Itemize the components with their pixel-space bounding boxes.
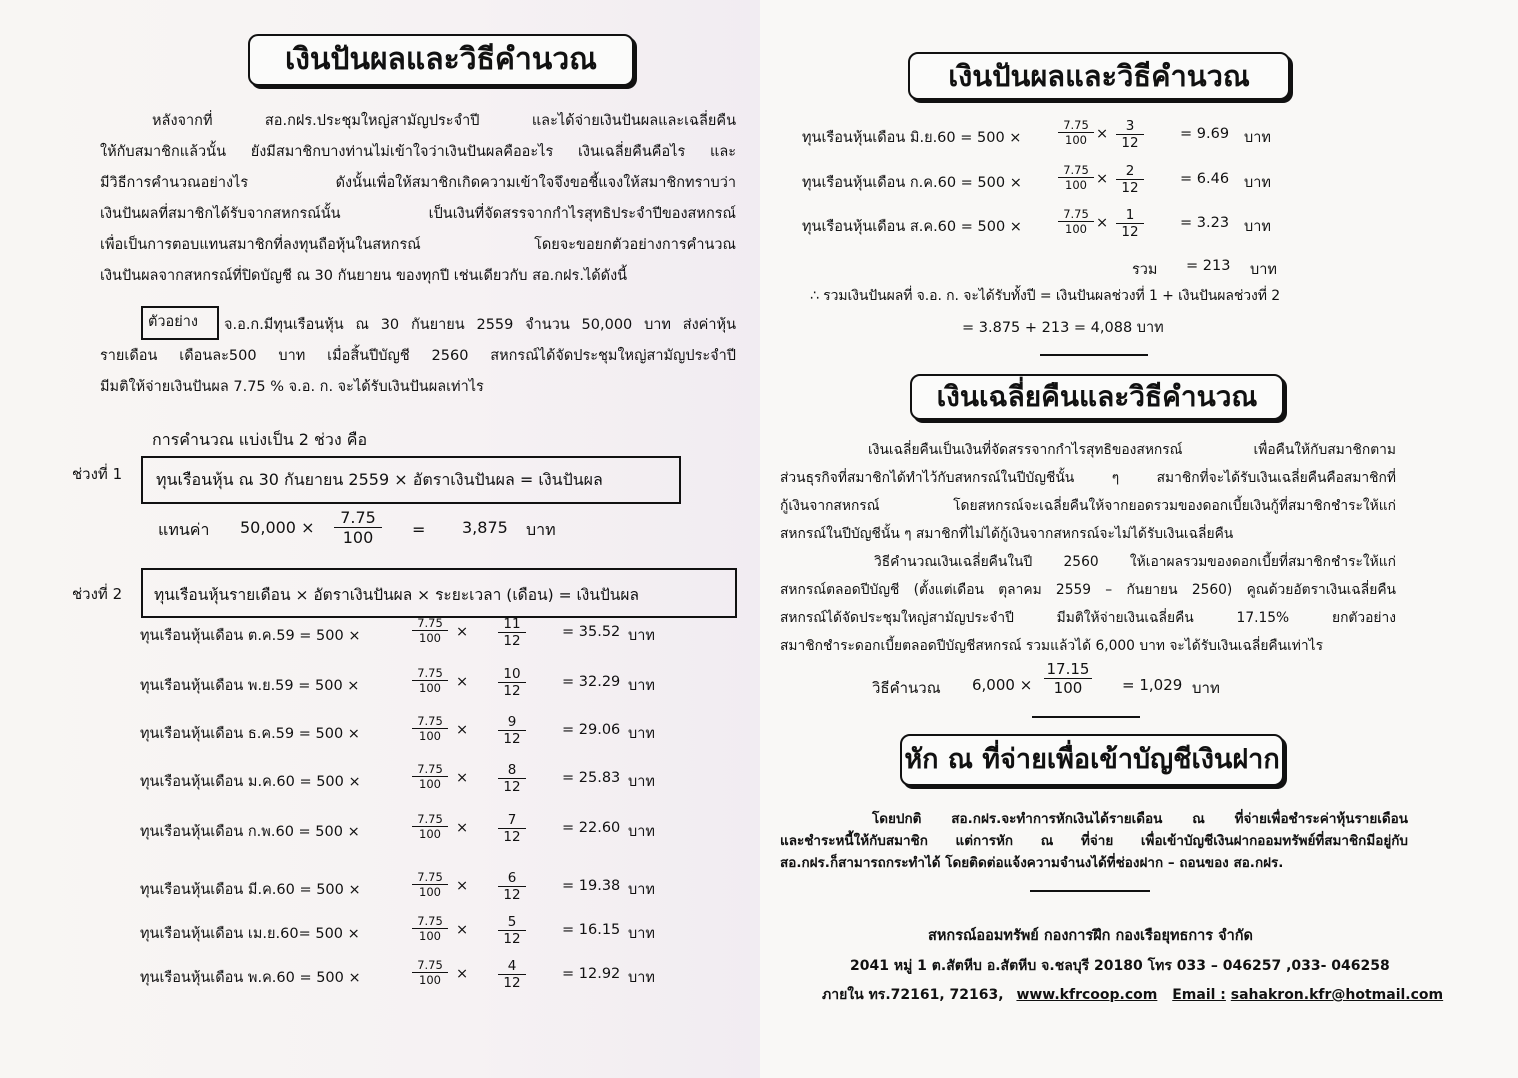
rate-fraction-num: 7.75 <box>1058 163 1094 178</box>
email-link[interactable]: sahakron.kfr@hotmail.com <box>1230 987 1444 1003</box>
period1-unit: บาท <box>526 520 556 539</box>
row-label: ทุนเรือนหุ้นเดือน ม.ค.60 = 500 × <box>140 774 361 790</box>
month-fraction-den: 12 <box>503 633 521 649</box>
times-sign: × <box>1096 215 1109 231</box>
rate-fraction <box>1058 163 1094 192</box>
divider <box>1040 354 1148 356</box>
rebate-result: = 1,029 <box>1122 676 1183 694</box>
rate-fraction-num: 7.75 <box>412 714 448 729</box>
rate-fraction-num: 7.75 <box>412 812 448 827</box>
example-label: ตัวอย่าง <box>148 314 198 330</box>
rebate-line: วิธีคำนวณเงินเฉลี่ยคืนในปี 2560 ให้เอาผลรวมของดอกเบี้ยที่สมาชิกชำระให้แก่ <box>874 554 1396 570</box>
times-sign: × <box>456 922 469 938</box>
month-fraction <box>1116 118 1144 151</box>
row-label: ทุนเรือนหุ้นเดือน ก.พ.60 = 500 × <box>140 824 360 840</box>
rate-fraction-num: 7.75 <box>1058 207 1094 222</box>
row-unit: บาท <box>1244 219 1271 235</box>
month-fraction <box>498 714 526 747</box>
rate-fraction <box>412 714 448 743</box>
sum-label: รวม <box>1132 262 1158 278</box>
deduct-title <box>900 734 1284 786</box>
row-label: ทุนเรือนหุ้นเดือน เม.ย.60= 500 × <box>140 926 360 942</box>
row-result: = 19.38 <box>562 878 621 894</box>
month-fraction-num: 1 <box>1116 207 1144 224</box>
rebate-frac-num: 17.15 <box>1044 660 1092 679</box>
month-fraction-num: 4 <box>498 958 526 975</box>
deduct-title-text: หัก ณ ที่จ่ายเพื่อเข้าบัญชีเงินฝาก <box>904 744 1280 775</box>
month-fraction <box>498 616 526 649</box>
calc-intro: การคำนวณ แบ่งเป็น 2 ช่วง คือ <box>152 430 368 449</box>
month-fraction-den: 12 <box>503 975 521 991</box>
row-label: ทุนเรือนหุ้นเดือน พ.ค.60 = 500 × <box>140 970 361 986</box>
rate-fraction-den: 100 <box>419 777 441 791</box>
rebate-line: สหกรณ์ตลอดปีบัญชี (ตั้งแต่เดือน ตุลาคม 2559 – กันยายน 2560) คูณด้วยอัตราเงินเฉลี่ยคืน <box>780 582 1396 598</box>
period1-sub-label: แทนค่า <box>158 520 210 539</box>
period2-formula: ทุนเรือนหุ้นรายเดือน × อัตราเงินปันผล × ระยะเวลา (เดือน) = เงินปันผล <box>154 586 639 604</box>
rebate-line: ส่วนธุรกิจที่สมาชิกได้ทำไว้กับสหกรณ์ในปีบัญชีนั้น ๆ สมาชิกที่จะได้รับเงินเฉลี่ยคืนคือสมาชิกที่ <box>780 470 1396 486</box>
rate-fraction <box>412 958 448 987</box>
org-name: สหกรณ์ออมทรัพย์ กองการฝึก กองเรือยุทธการ จำกัด <box>928 928 1253 944</box>
rate-fraction <box>412 666 448 695</box>
month-fraction-den: 12 <box>1121 224 1139 240</box>
row-result: = 22.60 <box>562 820 621 836</box>
month-fraction-num: 5 <box>498 914 526 931</box>
month-fraction-den: 12 <box>503 829 521 845</box>
rate-fraction <box>1058 207 1094 236</box>
rate-fraction-den: 100 <box>419 885 441 899</box>
month-fraction-num: 6 <box>498 870 526 887</box>
rate-fraction-den: 100 <box>419 827 441 841</box>
intro-line: เงินปันผลที่สมาชิกได้รับจากสหกรณ์นั้น เป็นเงินที่จัดสรรจากกำไรสุทธิประจำปีของสหกรณ์ <box>100 206 736 222</box>
rebate-line: สมาชิกชำระดอกเบี้ยตลอดปีบัญชีสหกรณ์ รวมแล้วได้ 6,000 บาท จะได้รับเงินเฉลี่ยคืนเท่าไร <box>780 638 1323 654</box>
rate-fraction-den: 100 <box>419 729 441 743</box>
deduct-line: และชำระหนี้ให้กับสมาชิก แต่การหัก ณ ที่จ่าย เพื่อเข้าบัญชีเงินฝากออมทรัพย์ที่สมาชิกมีอยู่กับ <box>780 833 1408 849</box>
rate-fraction-den: 100 <box>419 929 441 943</box>
rate-fraction-den: 100 <box>1065 222 1087 236</box>
times-sign: × <box>456 966 469 982</box>
month-fraction <box>498 812 526 845</box>
month-fraction-num: 3 <box>1116 118 1144 135</box>
month-fraction <box>1116 163 1144 196</box>
row-result: = 9.69 <box>1180 126 1230 142</box>
rebate-title-text: เงินเฉลี่ยคืนและวิธีคำนวณ <box>936 380 1258 413</box>
period1-frac-num: 7.75 <box>334 508 382 528</box>
times-sign: × <box>456 674 469 690</box>
sum-value: = 213 <box>1186 258 1231 274</box>
row-result: = 25.83 <box>562 770 621 786</box>
dividend-title-right <box>908 52 1290 100</box>
month-fraction-num: 7 <box>498 812 526 829</box>
month-fraction-den: 12 <box>1121 180 1139 196</box>
intro-line: เพื่อเป็นการตอบแทนสมาชิกที่ลงทุนถือหุ้นในสหกรณ์ โดยจะขอยกตัวอย่างการคำนวณ <box>100 237 736 253</box>
row-result: = 16.15 <box>562 922 621 938</box>
rebate-title <box>910 374 1284 420</box>
rate-fraction-den: 100 <box>1065 133 1087 147</box>
period1-result: 3,875 <box>462 518 508 537</box>
rebate-calc-a: 6,000 × <box>972 676 1033 694</box>
period1-fraction <box>334 508 382 547</box>
example-line: จ.อ.ก.มีทุนเรือนหุ้น ณ 30 กันยายน 2559 จำนวน 50,000 บาท ส่งค่าหุ้น <box>224 317 736 333</box>
right-page <box>760 0 1518 1078</box>
month-fraction-num: 11 <box>498 616 526 633</box>
period2-label: ช่วงที่ 2 <box>72 585 123 603</box>
times-sign: × <box>456 820 469 836</box>
row-label: ทุนเรือนหุ้นเดือน ต.ค.59 = 500 × <box>140 628 361 644</box>
intro-line: ให้กับสมาชิกแล้วนั้น ยังมีสมาชิกบางท่านไม่เข้าใจว่าเงินปันผลคืออะไร เงินเฉลี่ยคืนคือไร และ <box>100 144 736 160</box>
rebate-line: เงินเฉลี่ยคืนเป็นเงินที่จัดสรรจากกำไรสุทธิของสหกรณ์ เพื่อคืนให้กับสมาชิกตาม <box>868 442 1396 458</box>
times-sign: × <box>456 878 469 894</box>
row-unit: บาท <box>628 824 655 840</box>
times-sign: × <box>1096 171 1109 187</box>
row-result: = 12.92 <box>562 966 621 982</box>
month-fraction <box>498 914 526 947</box>
month-fraction-den: 12 <box>503 683 521 699</box>
total-line: ∴ รวมเงินปันผลที่ จ.อ. ก. จะได้รับทั้งปี = เงินปันผลช่วงที่ 1 + เงินปันผลช่วงที่ 2 <box>810 288 1281 304</box>
rate-fraction-num: 7.75 <box>412 666 448 681</box>
rate-fraction <box>412 812 448 841</box>
email-label: Email : <box>1172 987 1226 1003</box>
dividend-title-right-text: เงินปันผลและวิธีคำนวณ <box>948 59 1250 93</box>
times-sign: × <box>456 722 469 738</box>
rate-fraction <box>1058 118 1094 147</box>
row-label: ทุนเรือนหุ้นเดือน พ.ย.59 = 500 × <box>140 678 360 694</box>
example-paragraph <box>100 310 736 403</box>
rate-fraction <box>412 762 448 791</box>
times-sign: × <box>456 770 469 786</box>
deduct-line: โดยปกติ สอ.กฝร.จะทำการหักเงินได้รายเดือน ณ ที่จ่ายเพื่อชำระค่าหุ้นรายเดือน <box>872 811 1408 827</box>
period1-eq: = <box>412 520 426 539</box>
dividend-title-left <box>248 34 634 86</box>
row-unit: บาท <box>628 970 655 986</box>
intro-line: หลังจากที่ สอ.กฝร.ประชุมใหญ่สามัญประจำปี และได้จ่ายเงินปันผลและเฉลี่ยคืน <box>152 113 736 129</box>
rate-fraction <box>412 616 448 645</box>
website-link[interactable]: www.kfrcoop.com <box>1016 987 1158 1003</box>
intro-line: เงินปันผลจากสหกรณ์ที่ปิดบัญชี ณ 30 กันยายน ของทุกปี เช่นเดียวกับ สอ.กฝร.ได้ดังนี้ <box>100 268 628 284</box>
rate-fraction-num: 7.75 <box>412 914 448 929</box>
rebate-calc-label: วิธีคำนวณ <box>872 679 941 697</box>
sum-unit: บาท <box>1250 262 1277 278</box>
rebate-paragraph-1 <box>780 436 1396 548</box>
month-fraction-den: 12 <box>503 931 521 947</box>
rebate-unit: บาท <box>1192 679 1220 697</box>
row-label: ทุนเรือนหุ้นเดือน มิ.ย.60 = 500 × <box>802 130 1022 146</box>
contact-line <box>822 984 1443 1006</box>
month-fraction <box>498 666 526 699</box>
period1-frac-den: 100 <box>342 528 374 547</box>
rate-fraction <box>412 914 448 943</box>
period1-sub-a: 50,000 × <box>240 518 315 537</box>
month-fraction-den: 12 <box>1121 135 1139 151</box>
row-unit: บาท <box>628 628 655 644</box>
month-fraction-num: 10 <box>498 666 526 683</box>
times-sign: × <box>456 624 469 640</box>
row-result: = 3.23 <box>1180 215 1230 231</box>
month-fraction-num: 9 <box>498 714 526 731</box>
rate-fraction-den: 100 <box>1065 178 1087 192</box>
period1-formula: ทุนเรือนหุ้น ณ 30 กันยายน 2559 × อัตราเงินปันผล = เงินปันผล <box>156 470 603 489</box>
row-label: ทุนเรือนหุ้นเดือน ส.ค.60 = 500 × <box>802 219 1022 235</box>
period1-label: ช่วงที่ 1 <box>72 465 123 483</box>
rebate-frac-den: 100 <box>1053 679 1083 697</box>
month-fraction-den: 12 <box>503 731 521 747</box>
rate-fraction-den: 100 <box>419 973 441 987</box>
month-fraction <box>498 762 526 795</box>
row-unit: บาท <box>628 774 655 790</box>
example-line: มีมติให้จ่ายเงินปันผล 7.75 % จ.อ. ก. จะได้รับเงินปันผลเท่าไร <box>100 379 484 395</box>
month-fraction-num: 8 <box>498 762 526 779</box>
row-unit: บาท <box>628 926 655 942</box>
example-line: รายเดือน เดือนละ500 บาท เมื่อสิ้นปีบัญชี 2560 สหกรณ์ได้จัดประชุมใหญ่สามัญประจำปี <box>100 348 736 364</box>
row-result: = 29.06 <box>562 722 621 738</box>
deduct-paragraph <box>780 808 1408 874</box>
rebate-paragraph-2 <box>780 548 1396 660</box>
rate-fraction-num: 7.75 <box>412 958 448 973</box>
row-label: ทุนเรือนหุ้นเดือน มี.ค.60 = 500 × <box>140 882 361 898</box>
month-fraction <box>498 958 526 991</box>
month-fraction <box>498 870 526 903</box>
row-label: ทุนเรือนหุ้นเดือน ก.ค.60 = 500 × <box>802 175 1022 191</box>
month-fraction-num: 2 <box>1116 163 1144 180</box>
month-fraction-den: 12 <box>503 779 521 795</box>
month-fraction <box>1116 207 1144 240</box>
row-result: = 32.29 <box>562 674 621 690</box>
row-result: = 6.46 <box>1180 171 1230 187</box>
row-result: = 35.52 <box>562 624 621 640</box>
month-fraction-den: 12 <box>503 887 521 903</box>
dividend-title-left-text: เงินปันผลและวิธีคำนวณ <box>284 42 597 77</box>
rate-fraction-num: 7.75 <box>1058 118 1094 133</box>
rate-fraction-den: 100 <box>419 631 441 645</box>
deduct-line: สอ.กฝร.ก็สามารถกระทำได้ โดยติดต่อแจ้งความจำนงได้ที่ช่องฝาก – ถอนของ สอ.กฝร. <box>780 855 1284 871</box>
row-unit: บาท <box>628 882 655 898</box>
contact-prefix: ภายใน ทร.72161, 72163, <box>822 987 1004 1003</box>
row-unit: บาท <box>628 726 655 742</box>
row-unit: บาท <box>1244 130 1271 146</box>
rate-fraction-den: 100 <box>419 681 441 695</box>
row-unit: บาท <box>628 678 655 694</box>
divider <box>1030 890 1150 892</box>
rate-fraction-num: 7.75 <box>412 870 448 885</box>
rebate-line: สหกรณ์ได้จัดประชุมใหญ่สามัญประจำปี มีมติให้จ่ายเงินเฉลี่ยคืน 17.15% ยกตัวอย่าง <box>780 610 1396 626</box>
rate-fraction <box>412 870 448 899</box>
divider <box>1032 716 1140 718</box>
rate-fraction-num: 7.75 <box>412 762 448 777</box>
rebate-fraction <box>1044 660 1092 697</box>
intro-paragraph <box>100 106 736 292</box>
row-unit: บาท <box>1244 175 1271 191</box>
address: 2041 หมู่ 1 ต.สัตหีบ อ.สัตหีบ จ.ชลบุรี 20180 โทร 033 – 046257 ,033- 046258 <box>850 958 1390 974</box>
rebate-line: สหกรณ์ในปีบัญชีนั้น ๆ สมาชิกที่ไม่ได้กู้เงินจากสหกรณ์จะไม่ได้รับเงินเฉลี่ยคืน <box>780 526 1234 542</box>
total-value: = 3.875 + 213 = 4,088 บาท <box>962 320 1164 336</box>
intro-line: มีวิธีการคำนวณอย่างไร ดังนั้นเพื่อให้สมาชิกเกิดความเข้าใจจึงขอชี้แจงให้สมาชิกทราบว่า <box>100 175 736 191</box>
times-sign: × <box>1096 126 1109 142</box>
row-label: ทุนเรือนหุ้นเดือน ธ.ค.59 = 500 × <box>140 726 360 742</box>
rate-fraction-num: 7.75 <box>412 616 448 631</box>
rebate-line: กู้เงินจากสหกรณ์ โดยสหกรณ์จะเฉลี่ยคืนให้จากยอดรวมของดอกเบี้ยเงินกู้ที่สมาชิกชำระให้แก่ <box>780 498 1396 514</box>
